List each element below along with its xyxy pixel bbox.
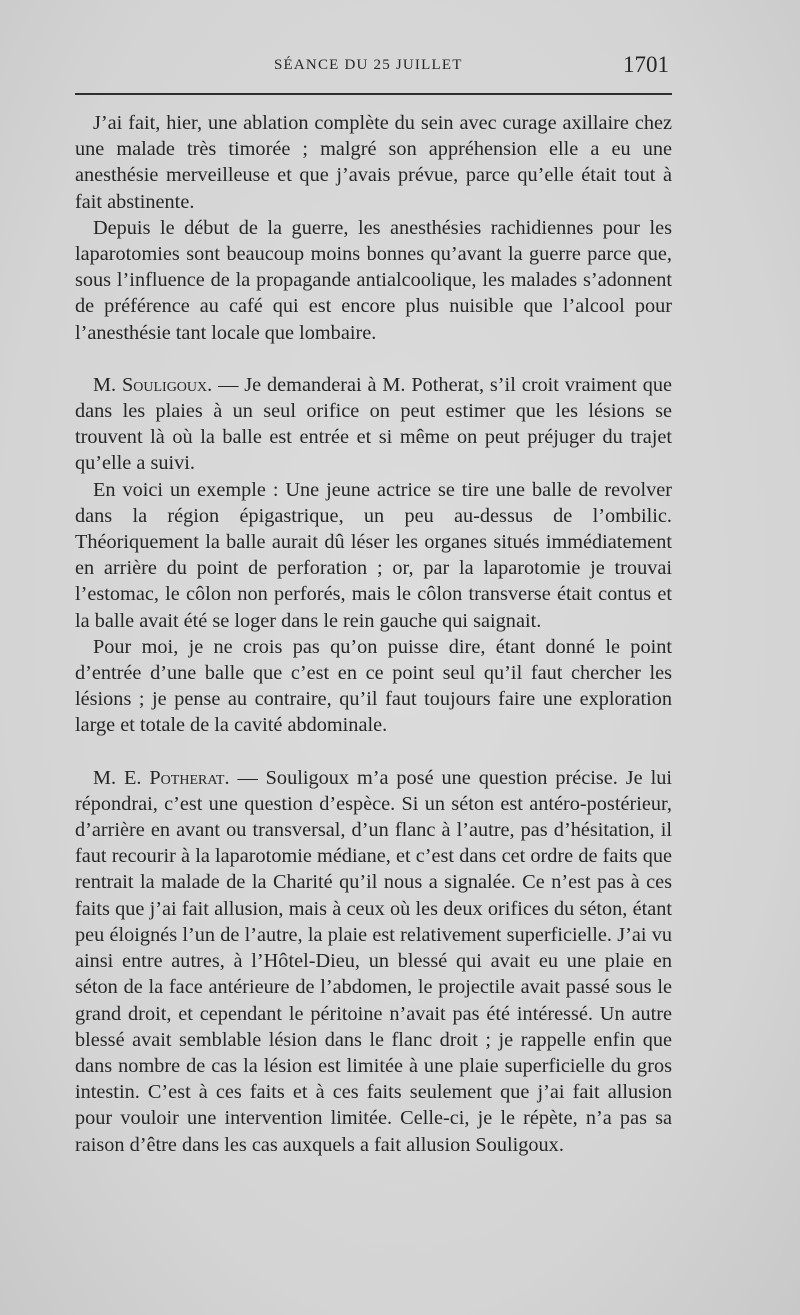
page-body [75,110,672,1158]
paragraph-text: Pour moi, je ne crois pas qu’on puisse dire, étant donné le point d’entrée d’une balle que c’est en ce point seul qu’il faut chercher les lésions ; je pense au contraire, qu’il faut toujours faire une exploration large et totale de la cavité abdominale. [75,635,672,737]
speaker-name: M. Souligoux. [93,373,213,396]
paragraph-5 [75,634,672,739]
paragraph-text: — Je demanderai à M. Potherat, s’il croit vraiment que dans les plaies à un seul orifice on peut estimer que les lésions se trouvent là où la balle est entrée et si même on peut préjuger du trajet qu’elle a suivi. [75,373,672,475]
speaker-name: M. E. Potherat. [93,766,230,789]
page-number: 1701 [623,52,669,77]
paragraph-4 [75,477,672,634]
paragraph-1 [75,110,672,215]
paragraph-text: Depuis le début de la guerre, les anesthésies rachidiennes pour les laparotomies sont beaucoup moins bonnes qu’avant la guerre parce que, sous l’influence de la propagande antialcoolique, les malades s’adonnent de préférence au café qui est encore plus nuisible que l’alcool pour l’anesthésie tant locale que lombaire. [75,216,672,344]
paragraph-text: — Souligoux m’a posé une question précise. Je lui répondrai, c’est une question d’espèce. Si un séton est antéro-postérieur, d’arrière en avant ou transversal, d’un flanc à l’autre, pas d’hésitation, il faut recourir à la laparotomie médiane, et c’est dans cet ordre de faits que rentrait la malade de la Charité qu’il nous a signalée. Ce n’est pas à ces faits que j’ai fait allusion, mais à ceux où les deux orifices du séton, étant peu éloignés l’un de l’autre, la plaie est relativement superficielle. J’ai vu ainsi entre autres, à l’Hôtel-Dieu, un blessé qui avait eu une plaie en séton de la face antérieure de l’abdomen, le projectile avait passé sous le grand droit, et cependant le péritoine n’avait pas été intéressé. Un autre blessé avait semblable lésion dans le flanc droit ; je rappelle enfin que dans nombre de cas la lésion est limitée à une plaie superficielle du gros intestin. C’est à ces faits et à ces faits seulement que j’ai fait allusion pour vouloir une intervention limitée. Celle-ci, je le répète, n’a pas sa raison d’être dans les cas auxquels a fait allusion Souligoux. [75,766,673,1156]
header-rule [75,93,672,95]
page-header [0,50,800,80]
paragraph-text: J’ai fait, hier, une ablation complète du sein avec curage axillaire chez une malade très timorée ; malgré son appréhension elle a eu une anesthésie merveilleuse et que j’avais prévue, parce qu’elle était tout à fait abstinente. [75,112,672,213]
paragraph-2 [75,215,672,346]
running-title: SÉANCE DU 25 JUILLET [274,57,463,73]
paragraph-3 [75,372,672,477]
paragraph-6 [75,765,672,1158]
paragraph-text: En voici un exemple : Une jeune actrice se tire une balle de revolver dans la région épigastrique, un peu au-dessus de l’ombilic. Théoriquement la balle aurait dû léser les organes situés immédiatement en arrière du point de perforation ; or, par la laparotomie je trouvai l’estomac, le côlon non perforés, mais le côlon transverse était contus et la balle avait été se loger dans le rein gauche qui saignait. [75,478,672,632]
